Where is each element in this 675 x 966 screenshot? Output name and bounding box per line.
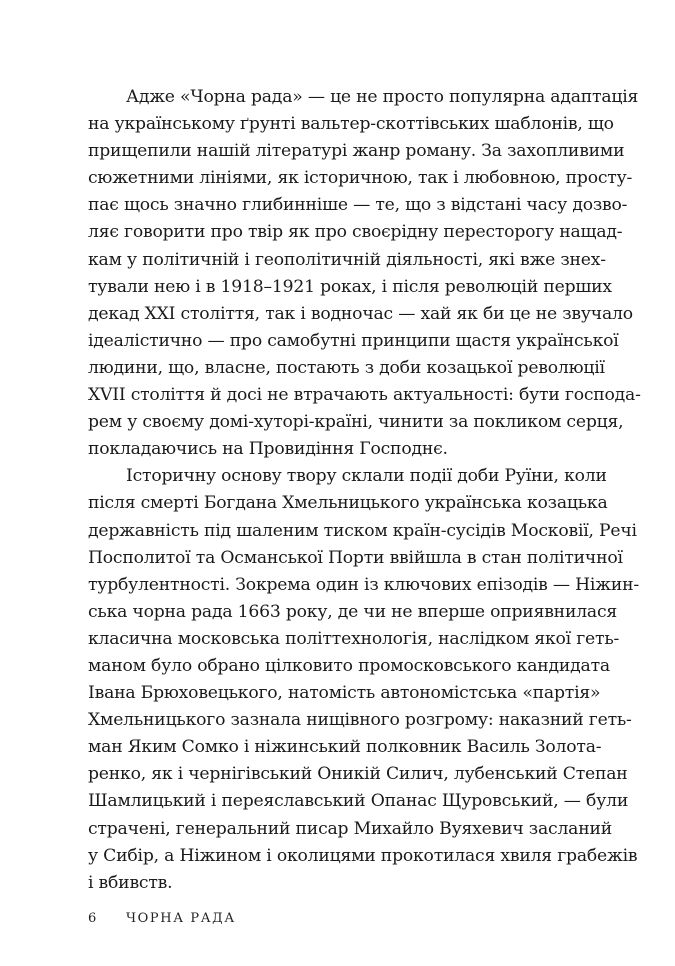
paragraph <box>88 84 641 463</box>
text-line: Посполитої та Османської Порти ввійшла в стан політичної <box>88 547 623 568</box>
text-line: класична московська політтехнологія, наслідком якої геть- <box>88 628 620 649</box>
text-line: людини, що, власне, постають з доби козацької революції <box>88 357 605 378</box>
text-line: страчені, генеральний писар Михайло Вуяхевич засланий <box>88 818 612 839</box>
text-line: Івана Брюховецького, натомість автономістська «партія» <box>88 683 601 704</box>
text-line: маном було обрано цілковито промосковського кандидата <box>88 655 610 676</box>
text-line: рем у своєму домі-хуторі-країні, чинити за покликом серця, <box>88 412 624 433</box>
text-line: пає щось значно глибинніше — те, що з відстані часу дозво- <box>88 195 628 216</box>
page-number: 6 <box>88 911 98 926</box>
text-line: прищепили нашій літературі жанр роману. За захопливими <box>88 141 625 162</box>
text-line: ренко, як і чернігівський Оникій Силич, лубенський Степан <box>88 764 628 785</box>
text-line: XVII століття й досі не втрачають актуальності: бути господа- <box>88 385 641 406</box>
text-line: державність під шаленим тиском країн-сусідів Московії, Речі <box>88 520 637 541</box>
page-footer <box>88 911 236 926</box>
running-title: ЧОРНА РАДА <box>126 911 236 926</box>
paragraph <box>88 463 639 897</box>
body-text <box>88 84 641 897</box>
text-line: декад XXI століття, так і водночас — хай як би це не звучало <box>88 303 633 324</box>
text-line: ляє говорити про твір як про своєрідну пересторогу нащад- <box>88 222 623 243</box>
text-line: Адже «Чорна рада» — це не просто популярна адаптація <box>126 87 639 107</box>
text-line: ман Яким Сомко і ніжинський полковник Василь Золота- <box>88 737 602 758</box>
text-line: Історичну основу твору склали події доби Руїни, коли <box>126 466 607 487</box>
text-line: Шамлицький і переяславський Опанас Щуровський, — були <box>88 791 629 812</box>
text-line: на українському ґрунті вальтер-скоттівських шаблонів, що <box>88 114 614 135</box>
text-line: Хмельницького зазнала нищівного розгрому: наказний геть- <box>88 710 632 731</box>
text-line: ська чорна рада 1663 року, де чи не вперше оприявнилася <box>88 601 618 622</box>
text-line: сюжетними лініями, як історичною, так і любовною, просту- <box>88 168 633 189</box>
text-line: ідеалістично — про самобутні принципи щастя української <box>88 330 619 351</box>
text-line: після смерті Богдана Хмельницького українська козацька <box>88 493 608 514</box>
text-line: кам у політичній і геополітичній діяльності, які вже знех- <box>88 249 606 270</box>
text-line: у Сибір, а Ніжином і околицями прокотилася хвиля грабежів <box>88 845 638 866</box>
text-line: тували нею і в 1918–1921 роках, і після революцій перших <box>88 276 612 297</box>
text-line: покладаючись на Провидіння Господнє. <box>88 439 448 460</box>
text-line: і вбивств. <box>88 872 173 893</box>
text-line: турбулентності. Зокрема один із ключових епізодів — Ніжин- <box>88 574 639 595</box>
